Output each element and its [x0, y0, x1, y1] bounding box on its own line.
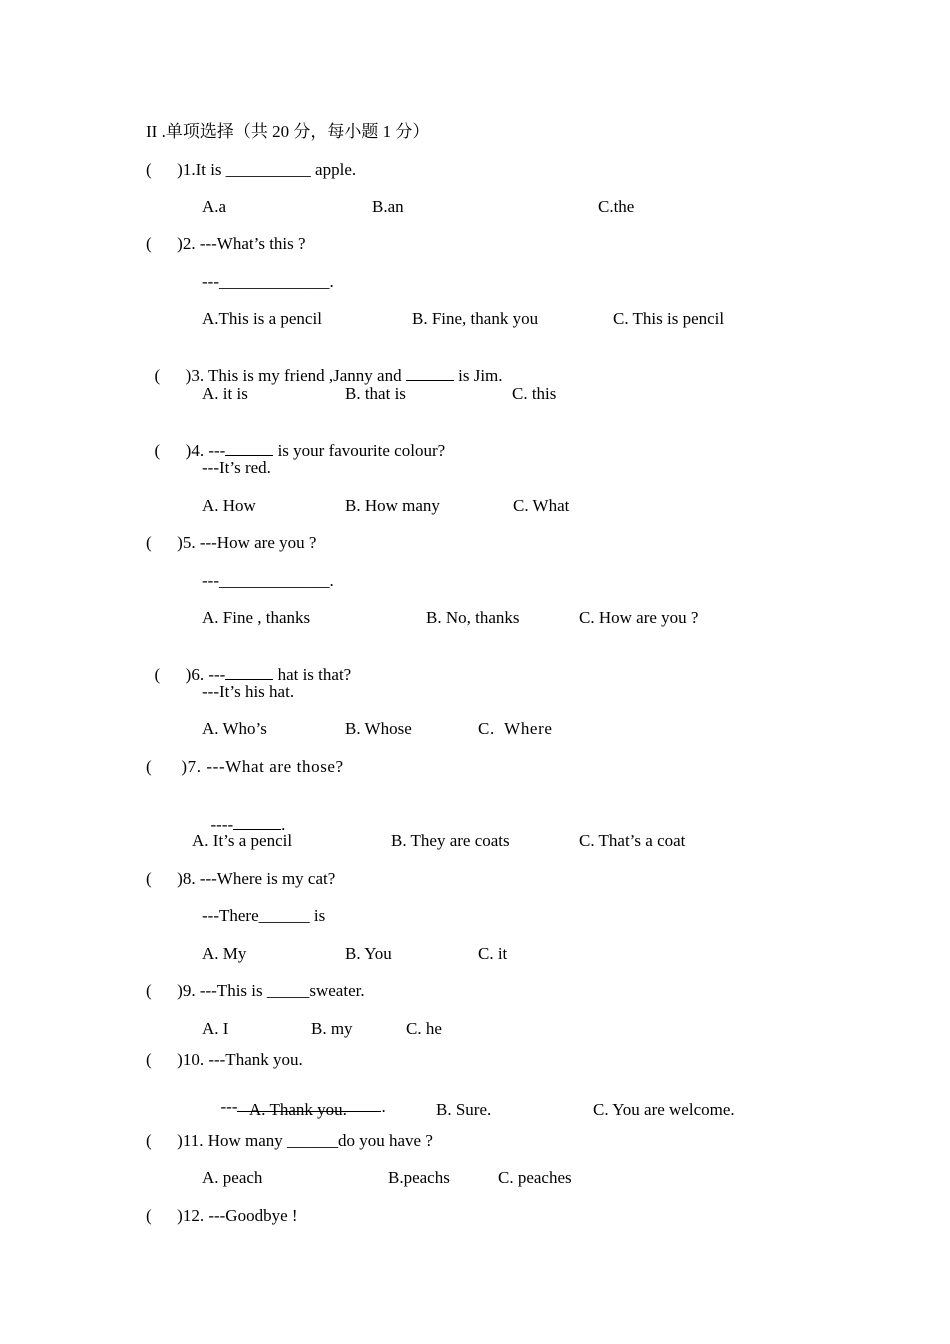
q6-blank	[225, 665, 273, 680]
q7-answer-line	[202, 795, 285, 835]
q10-option-a: A. Thank you.	[249, 1100, 347, 1119]
question-10: ( )10. ---Thank you.	[146, 1050, 303, 1069]
q2-option-c: C. This is pencil	[613, 309, 725, 328]
q7-option-a: A. It’s a pencil	[192, 831, 293, 850]
q6-answer-line: ---It’s his hat.	[202, 682, 295, 701]
q4-blank	[225, 441, 273, 456]
question-3	[146, 346, 503, 386]
q9-option-c: C. he	[406, 1019, 442, 1038]
q4-text-post: is your favourite colour?	[273, 441, 446, 460]
q4-option-c: C. What	[513, 496, 570, 515]
q3-blank	[406, 366, 454, 381]
q1-option-b: B.an	[372, 197, 404, 216]
q4-answer-line: ---It’s red.	[202, 458, 271, 477]
q8-option-a: A. My	[202, 944, 247, 963]
q1-option-a: A.a	[202, 197, 227, 216]
q10-option-c: C. You are welcome.	[593, 1100, 735, 1119]
question-8: ( )8. ---Where is my cat?	[146, 869, 336, 888]
q10-answer-pre: ---	[220, 1097, 238, 1116]
question-5: ( )5. ---How are you ?	[146, 533, 317, 552]
q10-answer-post: .	[381, 1097, 386, 1116]
question-4	[146, 421, 445, 461]
q11-option-a: A. peach	[202, 1168, 263, 1187]
q11-option-b: B.peachs	[388, 1168, 450, 1187]
q5-option-a: A. Fine , thanks	[202, 608, 311, 627]
question-12: ( )12. ---Goodbye !	[146, 1206, 298, 1225]
q9-option-b: B. my	[311, 1019, 353, 1038]
q4-option-b: B. How many	[345, 496, 440, 515]
q6-option-a: A. Who’s	[202, 719, 267, 738]
q1-option-c: C.the	[598, 197, 635, 216]
q3-option-b: B. that is	[345, 384, 406, 403]
q9-option-a: A. I	[202, 1019, 229, 1038]
question-1: ( )1.It is __________ apple.	[146, 160, 357, 179]
q5-answer-line: ---_____________.	[202, 571, 334, 590]
q7-answer-post: .	[281, 815, 286, 834]
q2-option-b: B. Fine, thank you	[412, 309, 539, 328]
q3-option-c: C. this	[512, 384, 557, 403]
q6-text-pre: ( )6. ---	[154, 665, 226, 684]
q8-answer-line: ---There______ is	[202, 906, 326, 925]
question-9: ( )9. ---This is _____sweater.	[146, 981, 365, 1000]
q7-option-c: C. That’s a coat	[579, 831, 686, 850]
question-11: ( )11. How many ______do you have ?	[146, 1131, 433, 1150]
q4-option-a: A. How	[202, 496, 256, 515]
q3-option-a: A. it is	[202, 384, 248, 403]
q4-text-pre: ( )4. ---	[154, 441, 226, 460]
q3-text-post: is Jim.	[453, 366, 503, 385]
q6-option-c: C. Where	[478, 719, 553, 738]
question-2: ( )2. ---What’s this ?	[146, 234, 306, 253]
question-6	[146, 645, 351, 685]
q11-option-c: C. peaches	[498, 1168, 572, 1187]
q5-option-c: C. How are you ?	[579, 608, 699, 627]
q3-text-pre: ( )3. This is my friend ,Janny and	[154, 366, 406, 385]
q7-answer-pre: ----	[210, 815, 234, 834]
q2-answer-line: ---_____________.	[202, 272, 334, 291]
question-7: ( )7. ---What are those?	[146, 757, 344, 776]
section-title: II .单项选择（共 20 分，每小题 1 分）	[146, 122, 430, 141]
q8-option-c: C. it	[478, 944, 508, 963]
q7-option-b: B. They are coats	[391, 831, 510, 850]
q6-text-post: hat is that?	[273, 665, 352, 684]
q2-option-a: A.This is a pencil	[202, 309, 322, 328]
q6-option-b: B. Whose	[345, 719, 412, 738]
q10-option-b: B. Sure.	[436, 1100, 492, 1119]
q5-option-b: B. No, thanks	[426, 608, 520, 627]
q8-option-b: B. You	[345, 944, 392, 963]
q7-blank	[233, 815, 281, 830]
